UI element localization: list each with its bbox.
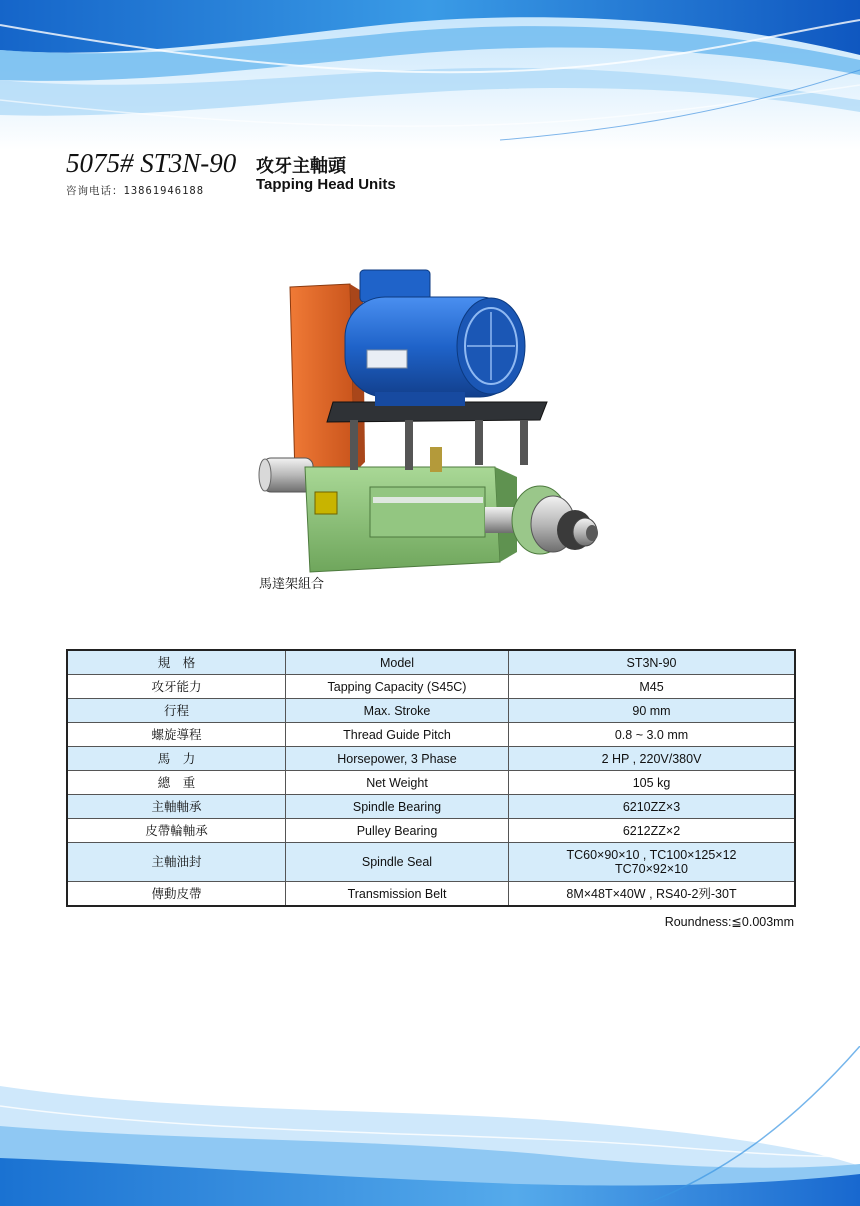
spec-label-zh: 規 格	[67, 650, 286, 675]
spec-row	[67, 699, 795, 723]
spec-label-zh: 皮帶輪軸承	[67, 819, 286, 843]
spec-value-line: TC60×90×10 , TC100×125×12	[566, 848, 737, 862]
title-chinese: 攻牙主軸頭	[256, 156, 346, 177]
contact-phone: 咨询电话：13861946188	[66, 185, 205, 197]
spec-label-en: Thread Guide Pitch	[286, 723, 509, 747]
top-wave-decoration	[0, 0, 860, 150]
spec-value: 6212ZZ×2	[509, 819, 796, 843]
spec-value: M45	[509, 675, 796, 699]
spec-row	[67, 650, 795, 675]
spec-label-en: Pulley Bearing	[286, 819, 509, 843]
spec-label-en: Model	[286, 650, 509, 675]
spec-row	[67, 723, 795, 747]
spec-row	[67, 675, 795, 699]
spec-value: ST3N-90	[509, 650, 796, 675]
title-english: Tapping Head Units	[256, 176, 396, 193]
spec-row	[67, 747, 795, 771]
spec-value: 105 kg	[509, 771, 796, 795]
spec-value: 2 HP , 220V/380V	[509, 747, 796, 771]
spec-label-zh: 傳動皮帶	[67, 882, 286, 907]
model-code: 5075# ST3N-90	[66, 148, 237, 178]
spec-label-zh: 總 重	[67, 771, 286, 795]
spec-row	[67, 795, 795, 819]
spec-label-zh: 馬 力	[67, 747, 286, 771]
spec-row	[67, 843, 795, 882]
spec-value: 90 mm	[509, 699, 796, 723]
spec-row	[67, 882, 795, 907]
spec-value: 6210ZZ×3	[509, 795, 796, 819]
spec-label-zh: 螺旋導程	[67, 723, 286, 747]
spec-label-en: Net Weight	[286, 771, 509, 795]
spec-value: 8M×48T×40W , RS40-2列-30T	[509, 882, 796, 907]
spec-label-zh: 攻牙能力	[67, 675, 286, 699]
spec-value-line: TC70×92×10	[615, 862, 688, 876]
spec-label-en: Transmission Belt	[286, 882, 509, 907]
tapping-head-machine-image	[255, 262, 615, 587]
spec-label-en: Spindle Bearing	[286, 795, 509, 819]
spec-value: 0.8 ~ 3.0 mm	[509, 723, 796, 747]
spec-label-en: Spindle Seal	[286, 843, 509, 882]
spec-value	[509, 843, 796, 882]
bottom-wave-decoration	[0, 1046, 860, 1206]
spec-label-en: Horsepower, 3 Phase	[286, 747, 509, 771]
spec-label-zh: 行程	[67, 699, 286, 723]
spec-label-en: Max. Stroke	[286, 699, 509, 723]
spec-label-en: Tapping Capacity (S45C)	[286, 675, 509, 699]
spec-label-zh: 主軸油封	[67, 843, 286, 882]
figure-caption: 馬達架組合	[259, 577, 325, 592]
roundness-note: Roundness:≦0.003mm	[664, 915, 794, 929]
spec-label-zh: 主軸軸承	[67, 795, 286, 819]
spec-row	[67, 819, 795, 843]
specification-table	[66, 649, 796, 907]
spec-row	[67, 771, 795, 795]
